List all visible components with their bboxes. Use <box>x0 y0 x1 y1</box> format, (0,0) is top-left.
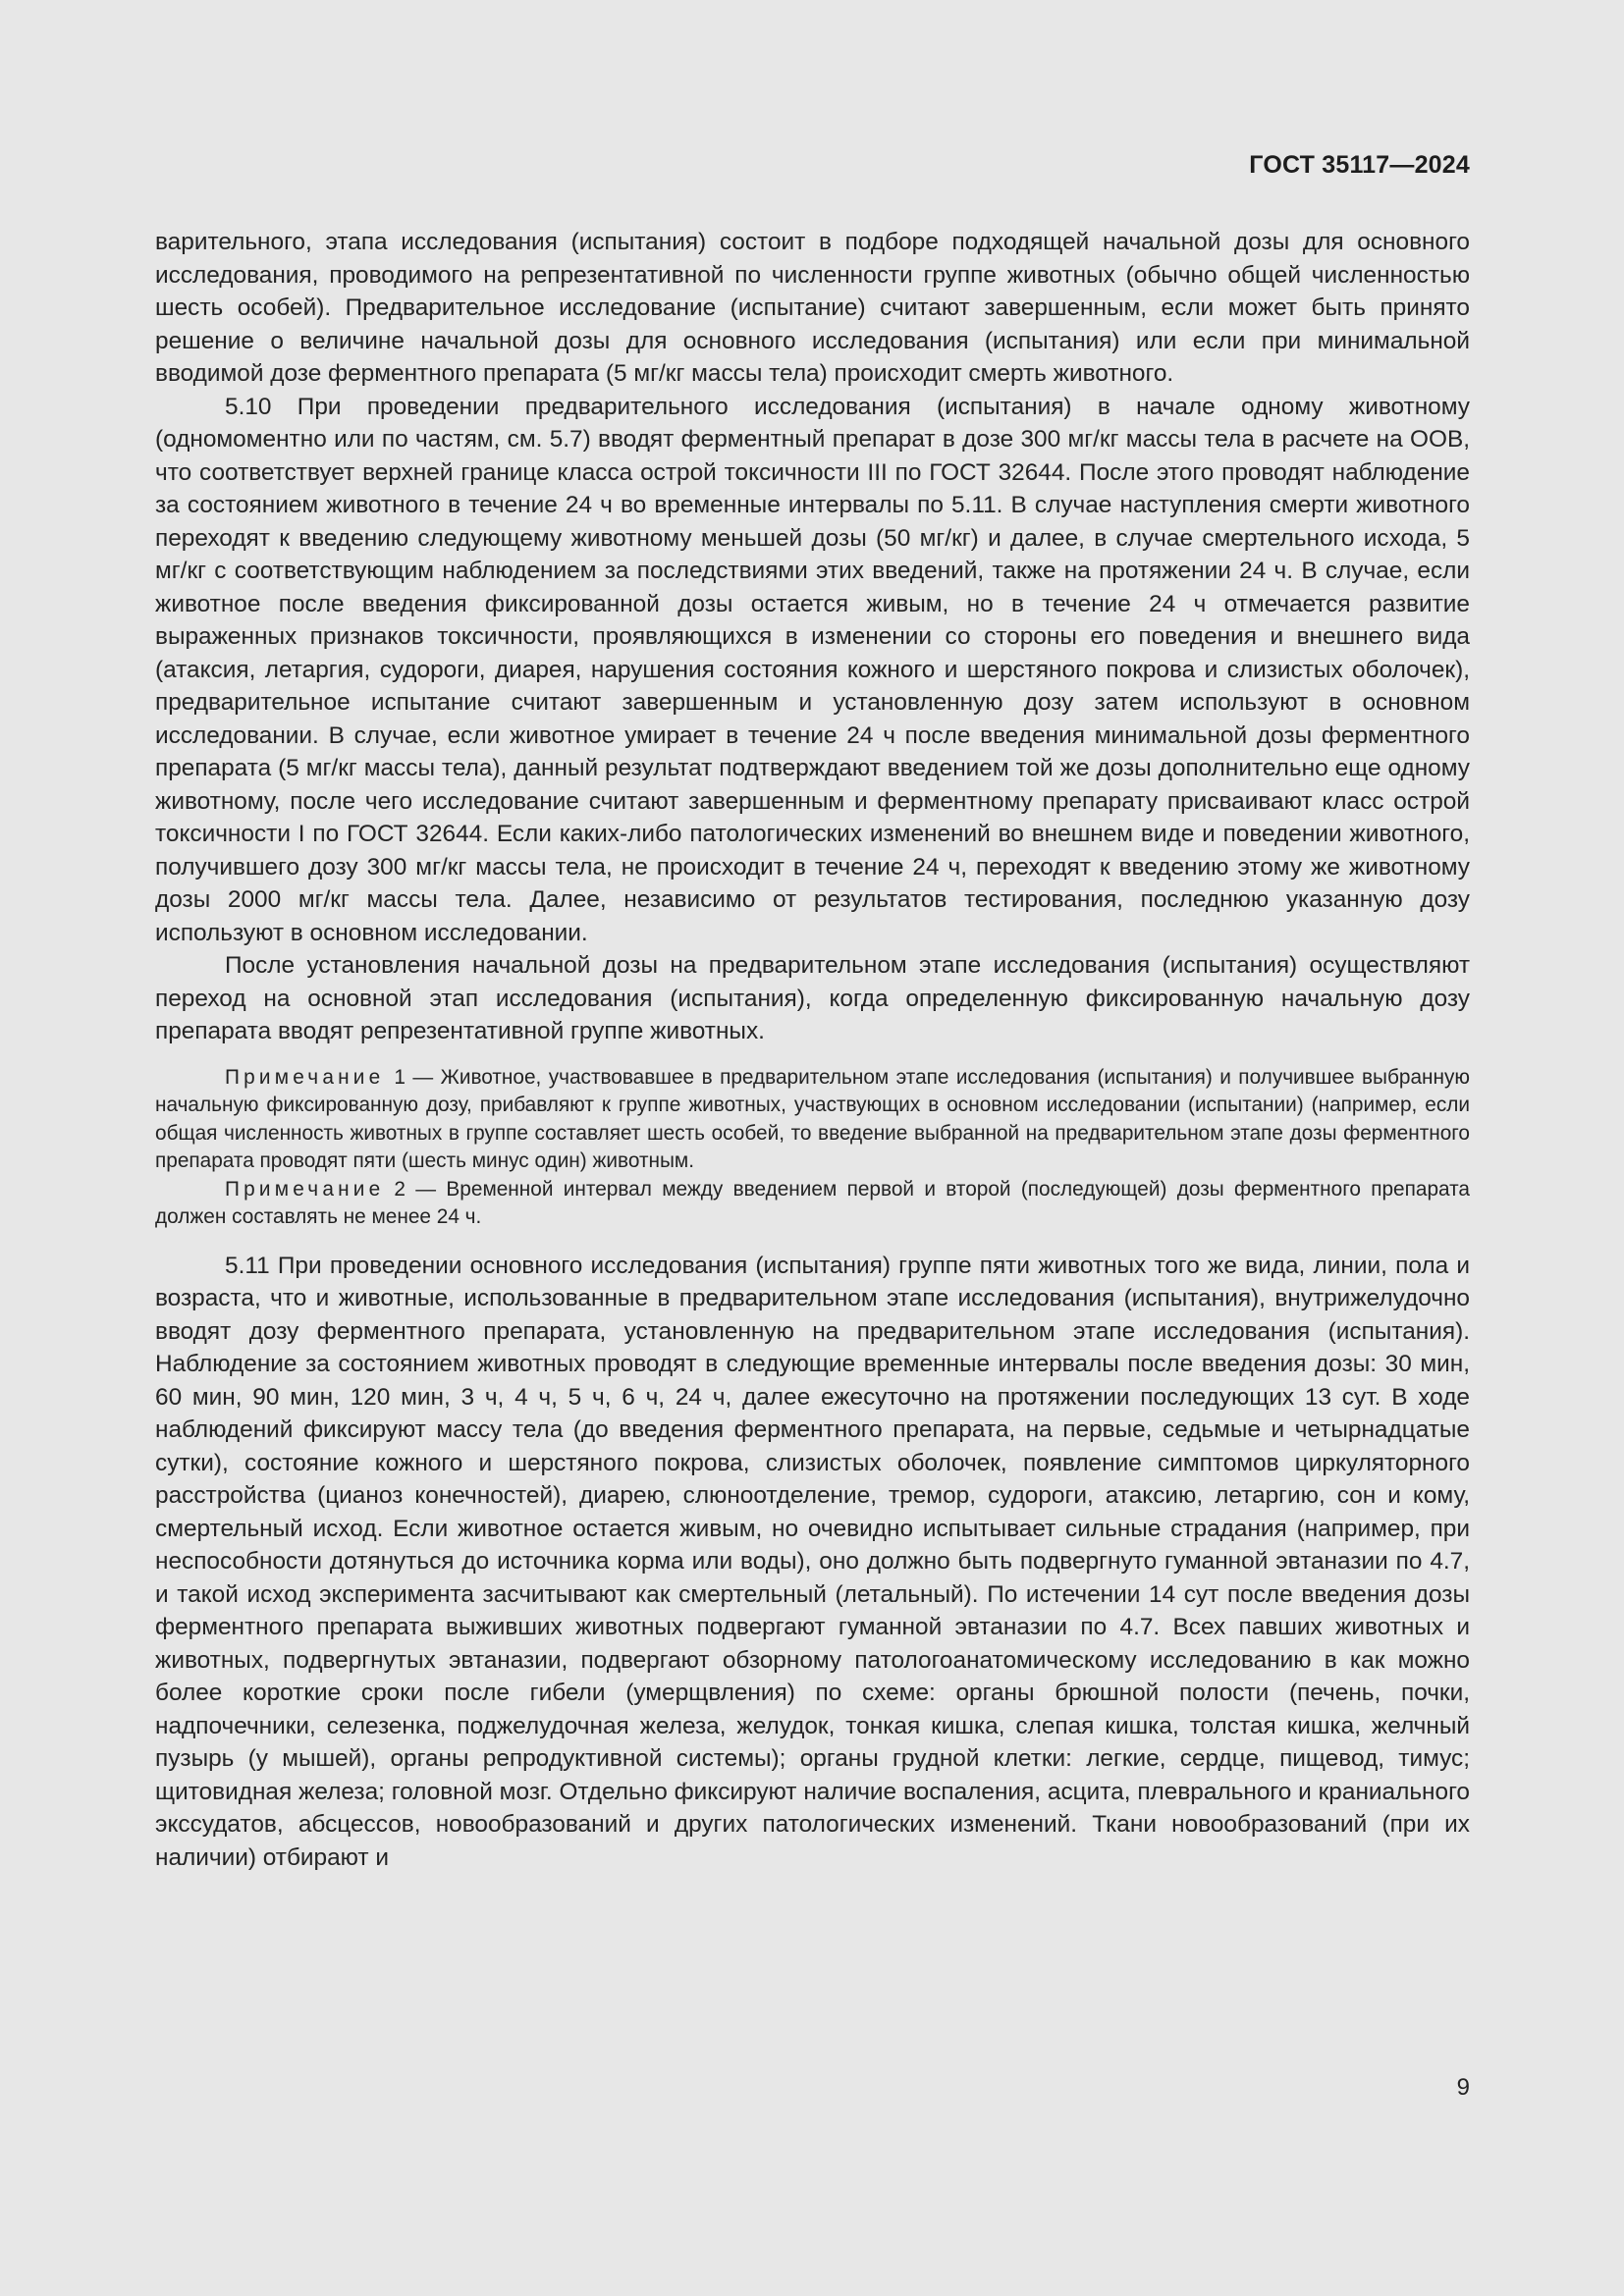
paragraph-5-10: 5.10 При проведении предварительного исследования (испытания) в начале одному животному (одномоментно или по частям, см. 5.7) вводят ферментный препарат в дозе 300 мг/кг массы тела в расчете на ООВ, что соответствует верхней границе класса острой токсичности III по ГОСТ 32644. После этого проводят наблюдение за состоянием животного в течение 24 ч во временные интервалы по 5.11. В случае наступления смерти животного переходят к введению следующему животному меньшей дозы (50 мг/кг) и далее, в случае смертельного исхода, 5 мг/кг с соответствующим наблюдением за последствиями этих введений, также на протяжении 24 ч. В случае, если животное после введения фиксированной дозы остается живым, но в течение 24 ч отмечается развитие выраженных признаков токсичности, проявляющихся в изменении со стороны его поведения и внешнего вида (атаксия, летаргия, судороги, диарея, нарушения состояния кожного и шерстяного покрова и слизистых оболочек), предварительное испытание считают завершенным и установленную дозу затем используют в основном исследовании. В случае, если животное умирает в течение 24 ч после введения минимальной дозы ферментного препарата (5 мг/кг массы тела), данный результат подтверждают введением той же дозы дополнительно еще одному животному, после чего исследование считают завершенным и ферментному препарату присваивают класс острой токсичности I по ГОСТ 32644. Если каких-либо патологических изменений во внешнем виде и поведении животного, получившего дозу 300 мг/кг массы тела, не происходит в течение 24 ч, переходят к введению этому же животному дозы 2000 мг/кг массы тела. Далее, независимо от результатов тестирования, последнюю указанную дозу используют в основном исследовании. <box>155 393 1470 946</box>
page-number: 9 <box>1456 2074 1470 2101</box>
note-2 <box>155 1176 1470 1232</box>
paragraph-continuation: варительного, этапа исследования (испытания) состоит в подборе подходящей начальной дозы для основного исследования, проводимого на репрезентативной по численности группе животных (обычно общей численностью шесть особей). Предварительное исследование (испытание) считают завершенным, если может быть принято решение о величине начальной дозы для основного исследования (испытания) или если при минимальной вводимой дозе ферментного препарата (5 мг/кг массы тела) происходит смерть животного. <box>155 229 1470 387</box>
note-1-text: 1 — Животное, участвовавшее в предварительном этапе исследования (испытания) и получившее выбранную начальную фиксированную дозу, прибавляют к группе животных, участвующих в основном исследовании (испытании) (например, если общая численность животных в группе составляет шесть особей, то введение выбранной на предварительном этапе дозы ферментного препарата проводят пяти (шесть минус один) животным. <box>155 1065 1470 1172</box>
notes-block <box>155 1064 1470 1232</box>
note-2-text: 2 — Временной интервал между введением первой и второй (последующей) дозы ферментного препарата должен составлять не менее 24 ч. <box>155 1177 1470 1228</box>
paragraph-5-11: 5.11 При проведении основного исследования (испытания) группе пяти животных того же вида, линии, пола и возраста, что и животные, использованные в предварительном этапе исследования (испытания), внутрижелудочно вводят дозу ферментного препарата, установленную на предварительном этапе исследования (испытания). Наблюдение за состоянием животных проводят в следующие временные интервалы после введения дозы: 30 мин, 60 мин, 90 мин, 120 мин, 3 ч, 4 ч, 5 ч, 6 ч, 24 ч, далее ежесуточно на протяжении последующих 13 сут. В ходе наблюдений фиксируют массу тела (до введения ферментного препарата, на первые, седьмые и четырнадцатые сутки), состояние кожного и шерстяного покрова, слизистых оболочек, появление симптомов циркуляторного расстройства (цианоз конечностей), диарею, слюноотделение, тремор, судороги, атаксию, летаргию, сон и кому, смертельный исход. Если животное остается живым, но очевидно испытывает сильные страдания (например, при неспособности дотянуться до источника корма или воды), оно должно быть подвергнуто гуманной эвтаназии по 4.7, и такой исход эксперимента засчитывают как смертельный (летальный). По истечении 14 сут после введения дозы ферментного препарата выживших животных подвергают гуманной эвтаназии по 4.7. Всех павших животных и животных, подвергнутых эвтаназии, подвергают обзорному патологоанатомическому исследованию в как можно более короткие сроки после гибели (умерщвления) по схеме: органы брюшной полости (печень, почки, надпочечники, селезенка, поджелудочная железа, желудок, тонкая кишка, слепая кишка, толстая кишка, желчный пузырь (у мышей), органы репродуктивной системы); органы грудной клетки: легкие, сердце, пищевод, тимус; щитовидная железа; головной мозг. Отдельно фиксируют наличие воспаления, асцита, плеврального и краниального экссудатов, абсцессов, новообразований и других патологических изменений. Ткани новообразований (при их наличии) отбирают и <box>155 1252 1470 1871</box>
note-1 <box>155 1064 1470 1176</box>
document-code-header: ГОСТ 35117—2024 <box>1249 151 1470 179</box>
note-2-label: Примечание <box>225 1177 385 1201</box>
note-1-label: Примечание <box>225 1065 385 1089</box>
document-body <box>155 226 1470 1874</box>
paragraph-after-dose: После установления начальной дозы на предварительном этапе исследования (испытания) осуществляют переход на основной этап исследования (испытания), когда определенную фиксированную начальную дозу препарата вводят репрезентативной группе животных. <box>155 952 1470 1044</box>
